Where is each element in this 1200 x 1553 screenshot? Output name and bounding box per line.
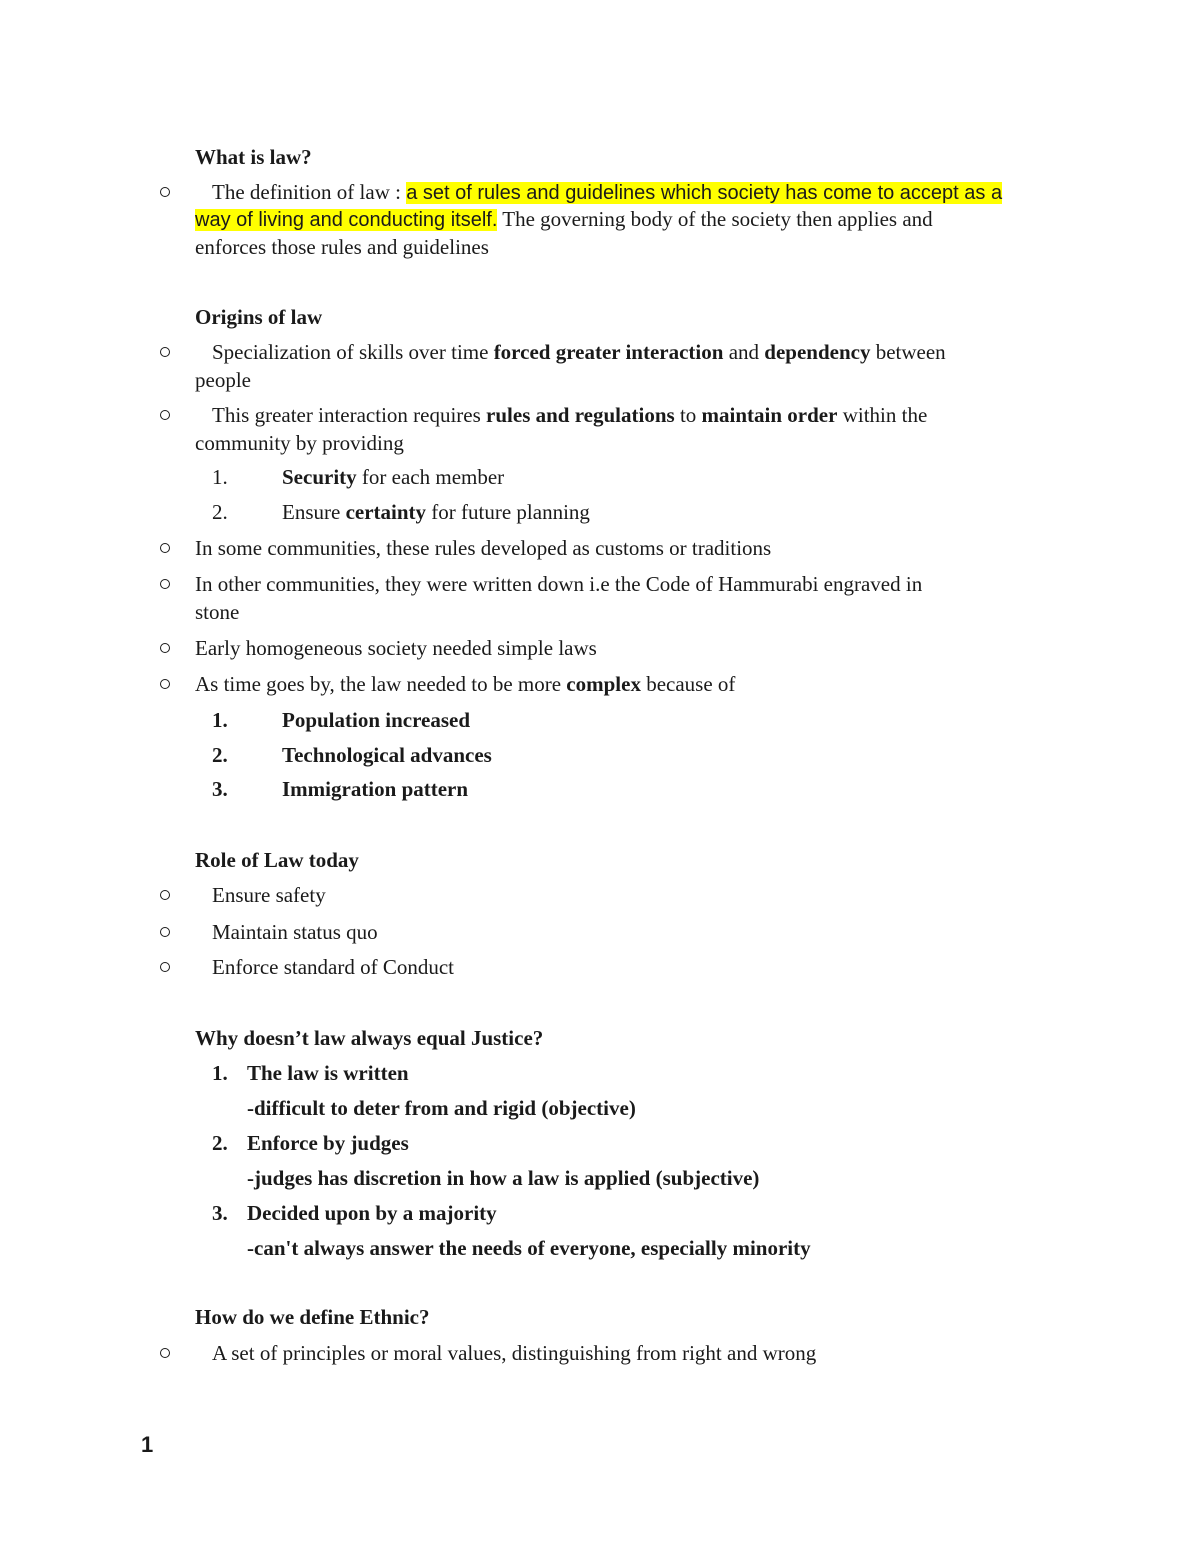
text: Ensure	[282, 500, 346, 524]
justice-item-title: Decided upon by a majority	[247, 1201, 497, 1225]
page-number: 1	[141, 1432, 154, 1457]
definition-line-2	[195, 205, 933, 234]
bullet-icon	[160, 187, 170, 197]
justice-item-detail: -judges has discretion in how a law is applied (subjective)	[247, 1166, 760, 1190]
list-number: 3.	[212, 1201, 228, 1225]
bullet-icon	[160, 1348, 170, 1358]
text: to	[674, 403, 702, 427]
bullet-icon	[160, 927, 170, 937]
origins-bullet-4: In other communities, they were written down i.e the Code of Hammurabi engraved in	[195, 572, 923, 596]
list-number: 1.	[212, 1061, 228, 1085]
origins-bullet-5: Early homogeneous society needed simple laws	[195, 636, 597, 660]
bold-text: rules and regulations	[486, 403, 675, 427]
text: Specialization of skills over time	[212, 340, 494, 364]
definition-line-1	[212, 178, 1002, 207]
list-item: Immigration pattern	[282, 777, 469, 801]
list-number: 1.	[212, 465, 228, 489]
text: and	[723, 340, 765, 364]
heading-origins-of-law: Origins of law	[195, 305, 323, 329]
bold-text: Security	[282, 465, 357, 489]
origins-bullet-4-line-2: stone	[195, 600, 240, 624]
origins-bullet-2-line-2: community by providing	[195, 431, 404, 455]
definition-highlight-1: a set of rules and guidelines which society has come to accept as a	[406, 182, 1003, 204]
bold-text: forced greater interaction	[493, 340, 724, 364]
bullet-icon	[160, 890, 170, 900]
definition-rest: The governing body of the society then applies and	[497, 207, 933, 231]
bold-text: complex	[566, 672, 641, 696]
justice-item-detail: -difficult to deter from and rigid (objective)	[247, 1096, 636, 1120]
origins-bullet-6	[195, 670, 735, 698]
bullet-icon	[160, 543, 170, 553]
list-number: 2.	[212, 1131, 228, 1155]
list-number: 2.	[212, 743, 228, 767]
origins-bullet-1	[212, 338, 946, 366]
text: for future planning	[426, 500, 590, 524]
heading-justice: Why doesn’t law always equal Justice?	[195, 1026, 544, 1050]
bullet-icon	[160, 643, 170, 653]
text: for each member	[356, 465, 505, 489]
list-item-security	[282, 463, 504, 491]
origins-bullet-2	[212, 401, 927, 429]
heading-what-is-law: What is law?	[195, 145, 312, 169]
text: because of	[640, 672, 736, 696]
list-number: 3.	[212, 777, 228, 801]
definition-highlight-2: way of living and conducting itself.	[195, 209, 498, 231]
bullet-icon	[160, 679, 170, 689]
list-item-certainty	[282, 498, 590, 526]
origins-bullet-3: In some communities, these rules developed as customs or traditions	[195, 536, 772, 560]
text: between	[870, 340, 946, 364]
bullet-icon	[160, 579, 170, 589]
text: This greater interaction requires	[212, 403, 487, 427]
bold-text: dependency	[764, 340, 871, 364]
justice-item-title: The law is written	[247, 1061, 409, 1085]
justice-item-detail: -can't always answer the needs of everyone, especially minority	[247, 1236, 811, 1260]
list-number: 1.	[212, 708, 228, 732]
bullet-icon	[160, 347, 170, 357]
bold-text: certainty	[345, 500, 427, 524]
ethnic-item: A set of principles or moral values, distinguishing from right and wrong	[212, 1341, 817, 1365]
list-number: 2.	[212, 500, 228, 524]
list-item: Population increased	[282, 708, 471, 732]
definition-prefix: The definition of law :	[212, 180, 407, 204]
role-item: Ensure safety	[212, 883, 326, 907]
role-item: Enforce standard of Conduct	[212, 955, 455, 979]
heading-role-of-law: Role of Law today	[195, 848, 359, 872]
text: As time goes by, the law needed to be more	[195, 672, 567, 696]
justice-item-title: Enforce by judges	[247, 1131, 409, 1155]
bullet-icon	[160, 410, 170, 420]
origins-bullet-1-line-2: people	[195, 368, 251, 392]
text: within the	[837, 403, 928, 427]
bold-text: maintain order	[701, 403, 838, 427]
bullet-icon	[160, 962, 170, 972]
role-item: Maintain status quo	[212, 920, 378, 944]
list-item: Technological advances	[282, 743, 492, 767]
definition-line-3: enforces those rules and guidelines	[195, 235, 489, 259]
heading-ethnic: How do we define Ethnic?	[195, 1305, 430, 1329]
